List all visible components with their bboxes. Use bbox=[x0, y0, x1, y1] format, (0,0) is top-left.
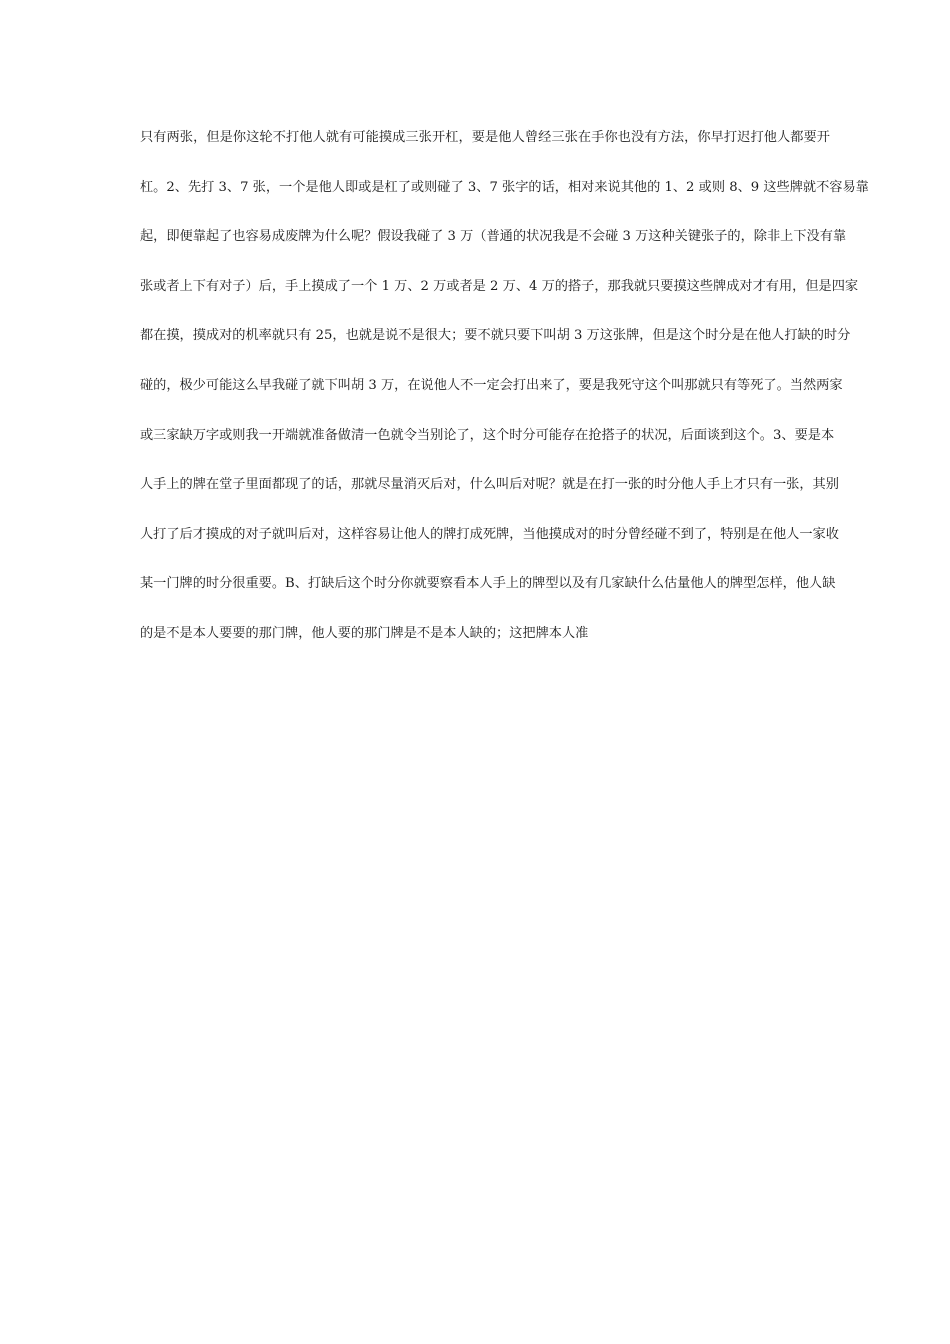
text-line: 或三家缺万字或则我一开端就准备做清一色就令当别论了，这个时分可能存在抢搭子的状况，后面谈到这个。3、要是本 bbox=[140, 427, 835, 443]
text-line: 某一门牌的时分很重要。B、打缺后这个时分你就要察看本人手上的牌型以及有几家缺什么估量他人的牌型怎样，他人缺 bbox=[140, 576, 836, 592]
text-line: 都在摸，摸成对的机率就只有 25，也就是说不是很大；要不就只要下叫胡 3 万这张牌，但是这个时分是在他人打缺的时分 bbox=[140, 328, 851, 344]
text-line: 人手上的牌在堂子里面都现了的话，那就尽量消灭后对，什么叫后对呢？就是在打一张的时分他人手上才只有一张，其别 bbox=[140, 477, 839, 493]
text-line: 人打了后才摸成的对子就叫后对，这样容易让他人的牌打成死牌，当他摸成对的时分曾经碰不到了，特别是在他人一家收 bbox=[140, 526, 839, 542]
body-paragraph bbox=[140, 126, 869, 672]
text-line: 起，即便靠起了也容易成废牌为什么呢？假设我碰了 3 万（普通的状况我是不会碰 3 万这种关键张子的，除非上下没有靠 bbox=[140, 229, 847, 245]
text-line: 张或者上下有对子）后，手上摸成了一个 1 万、2 万或者是 2 万、4 万的搭子，那我就只要摸这些牌成对才有用，但是四家 bbox=[140, 278, 859, 294]
text-line: 杠。2、先打 3、7 张，一个是他人即或是杠了或则碰了 3、7 张字的话，相对来说其他的 1、2 或则 8、9 这些牌就不容易靠 bbox=[140, 179, 869, 195]
text-line: 碰的，极少可能这么早我碰了就下叫胡 3 万，在说他人不一定会打出来了，要是我死守这个叫那就只有等死了。当然两家 bbox=[140, 377, 843, 393]
text-line: 的是不是本人要要的那门牌，他人要的那门牌是不是本人缺的；这把牌本人准 bbox=[140, 625, 589, 641]
text-line: 只有两张，但是你这轮不打他人就有可能摸成三张开杠，要是他人曾经三张在手你也没有方法，你早打迟打他人都要开 bbox=[140, 130, 830, 145]
